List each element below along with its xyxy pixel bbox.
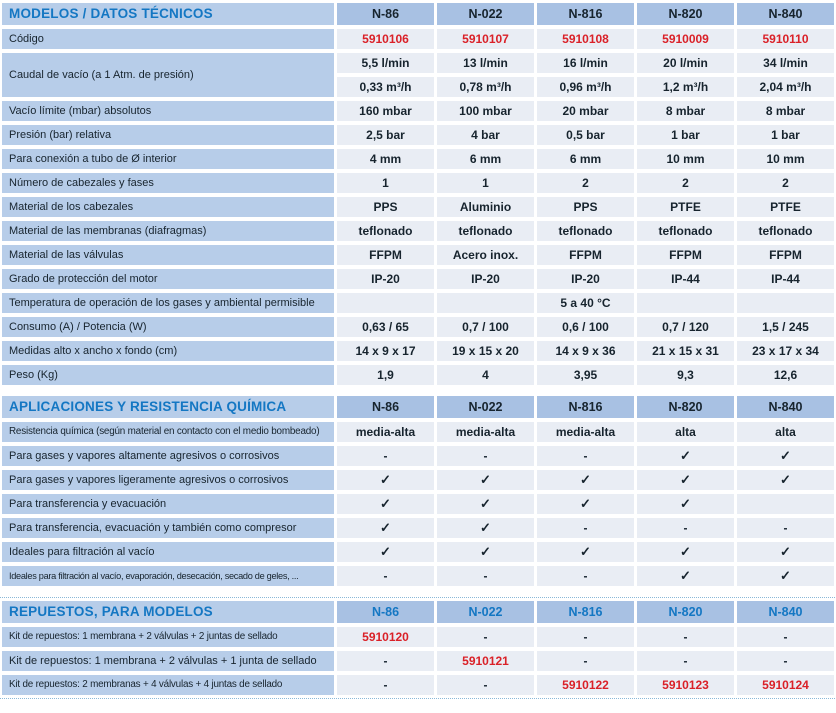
data-cell: FFPM — [637, 245, 734, 265]
row-label: Ideales para filtración al vacío — [2, 542, 334, 562]
row-label: Temperatura de operación de los gases y ambiental permisible — [2, 293, 334, 313]
data-cell: 5910110 — [737, 29, 834, 49]
data-cell: 1 — [437, 173, 534, 193]
data-cell: - — [737, 651, 834, 671]
row-label: Peso (Kg) — [2, 365, 334, 385]
table-row — [2, 29, 834, 49]
data-cell: teflonado — [637, 221, 734, 241]
section-title: MODELOS / DATOS TÉCNICOS — [2, 3, 334, 25]
table-row — [2, 341, 834, 361]
data-cell: 34 l/min — [737, 53, 834, 73]
data-cell: 5910009 — [637, 29, 734, 49]
data-cell: - — [537, 651, 634, 671]
data-cell: 0,96 m³/h — [537, 77, 634, 97]
table-row — [2, 101, 834, 121]
data-cell: teflonado — [537, 221, 634, 241]
data-cell: FFPM — [737, 245, 834, 265]
data-cell: 1 bar — [737, 125, 834, 145]
data-cell: 1,9 — [337, 365, 434, 385]
data-cell: IP-44 — [737, 269, 834, 289]
data-cell: 1,5 / 245 — [737, 317, 834, 337]
data-cell: - — [337, 566, 434, 586]
model-header-n-840: N-840 — [737, 3, 834, 25]
table-row — [2, 566, 834, 586]
row-label: Kit de repuestos: 1 membrana + 2 válvulas + 1 junta de sellado — [2, 651, 334, 671]
row-label: Código — [2, 29, 334, 49]
data-cell: 5910120 — [337, 627, 434, 647]
data-cell: teflonado — [737, 221, 834, 241]
data-cell: - — [337, 675, 434, 695]
data-cell: 1 bar — [637, 125, 734, 145]
model-header-n-820: N-820 — [637, 601, 734, 623]
data-cell: 0,5 bar — [537, 125, 634, 145]
data-cell: FFPM — [337, 245, 434, 265]
data-cell: - — [537, 518, 634, 538]
model-header-n-820: N-820 — [637, 396, 734, 418]
row-label: Para gases y vapores ligeramente agresivos o corrosivos — [2, 470, 334, 490]
data-cell: media-alta — [537, 422, 634, 442]
data-cell: 0,78 m³/h — [437, 77, 534, 97]
data-cell: 2 — [737, 173, 834, 193]
data-cell: teflonado — [437, 221, 534, 241]
table-row — [2, 53, 834, 97]
model-header-n-86: N-86 — [337, 3, 434, 25]
row-label: Para transferencia y evacuación — [2, 494, 334, 514]
model-header-n-022: N-022 — [437, 3, 534, 25]
table-row — [2, 293, 834, 313]
section-header-row — [2, 3, 834, 25]
data-cell: 16 l/min — [537, 53, 634, 73]
data-cell: - — [337, 651, 434, 671]
data-cell: 10 mm — [737, 149, 834, 169]
table-row — [2, 446, 834, 466]
table-row — [2, 149, 834, 169]
table-row — [2, 197, 834, 217]
model-header-n-816: N-816 — [537, 601, 634, 623]
row-label: Para gases y vapores altamente agresivos o corrosivos — [2, 446, 334, 466]
row-label: Material de las membranas (diafragmas) — [2, 221, 334, 241]
section-title: REPUESTOS, PARA MODELOS — [2, 601, 334, 623]
check-icon: ✓ — [337, 470, 434, 490]
data-cell: - — [437, 566, 534, 586]
data-cell: PPS — [537, 197, 634, 217]
data-cell — [637, 293, 734, 313]
data-cell: 12,6 — [737, 365, 834, 385]
check-icon: ✓ — [637, 494, 734, 514]
check-icon: ✓ — [637, 470, 734, 490]
table-row — [2, 173, 834, 193]
data-cell: PTFE — [737, 197, 834, 217]
data-cell: media-alta — [337, 422, 434, 442]
model-header-n-840: N-840 — [737, 601, 834, 623]
data-cell: 20 mbar — [537, 101, 634, 121]
data-cell: - — [437, 446, 534, 466]
data-cell: 5 a 40 °C — [537, 293, 634, 313]
check-icon: ✓ — [437, 518, 534, 538]
data-cell: 100 mbar — [437, 101, 534, 121]
row-label: Presión (bar) relativa — [2, 125, 334, 145]
data-cell: 4 bar — [437, 125, 534, 145]
data-cell: - — [737, 627, 834, 647]
data-cell: 0,63 / 65 — [337, 317, 434, 337]
check-icon: ✓ — [737, 470, 834, 490]
data-cell: 8 mbar — [737, 101, 834, 121]
data-cell: - — [437, 675, 534, 695]
check-icon: ✓ — [637, 566, 734, 586]
table-row — [2, 542, 834, 562]
data-cell: 4 mm — [337, 149, 434, 169]
data-cell: Aluminio — [437, 197, 534, 217]
table-row — [2, 365, 834, 385]
section-header-row — [2, 601, 834, 623]
data-cell — [737, 293, 834, 313]
data-cell: 5910107 — [437, 29, 534, 49]
data-cell: 5910121 — [437, 651, 534, 671]
data-cell: 21 x 15 x 31 — [637, 341, 734, 361]
data-cell — [337, 293, 434, 313]
data-cell: IP-44 — [637, 269, 734, 289]
data-cell: IP-20 — [437, 269, 534, 289]
check-icon: ✓ — [537, 494, 634, 514]
model-header-n-816: N-816 — [537, 3, 634, 25]
data-cell: 2 — [637, 173, 734, 193]
data-cell: Acero inox. — [437, 245, 534, 265]
data-cell: 0,7 / 100 — [437, 317, 534, 337]
data-cell: 8 mbar — [637, 101, 734, 121]
data-cell: 19 x 15 x 20 — [437, 341, 534, 361]
table-row — [2, 651, 834, 671]
check-icon: ✓ — [537, 470, 634, 490]
data-cell: - — [537, 627, 634, 647]
row-label: Para conexión a tubo de Ø interior — [2, 149, 334, 169]
check-icon: ✓ — [437, 542, 534, 562]
table-row — [2, 494, 834, 514]
section-title: APLICACIONES Y RESISTENCIA QUÍMICA — [2, 396, 334, 418]
data-cell: 5910122 — [537, 675, 634, 695]
data-cell: 3,95 — [537, 365, 634, 385]
data-cell: 14 x 9 x 17 — [337, 341, 434, 361]
table-row — [2, 317, 834, 337]
row-label: Ideales para filtración al vacío, evaporación, desecación, secado de geles, ... — [2, 566, 334, 586]
data-cell: alta — [737, 422, 834, 442]
model-header-n-86: N-86 — [337, 601, 434, 623]
model-header-n-022: N-022 — [437, 601, 534, 623]
table-row — [2, 125, 834, 145]
data-cell: 2,04 m³/h — [737, 77, 834, 97]
table-row — [2, 518, 834, 538]
check-icon: ✓ — [737, 542, 834, 562]
data-cell: 160 mbar — [337, 101, 434, 121]
data-cell: 0,7 / 120 — [637, 317, 734, 337]
row-label: Medidas alto x ancho x fondo (cm) — [2, 341, 334, 361]
model-header-n-820: N-820 — [637, 3, 734, 25]
data-cell: 5910123 — [637, 675, 734, 695]
data-cell: - — [637, 518, 734, 538]
check-icon: ✓ — [337, 494, 434, 514]
data-cell: 5,5 l/min — [337, 53, 434, 73]
data-cell: 0,6 / 100 — [537, 317, 634, 337]
data-cell: 1 — [337, 173, 434, 193]
data-cell: 2,5 bar — [337, 125, 434, 145]
data-cell: PPS — [337, 197, 434, 217]
check-icon: ✓ — [637, 542, 734, 562]
row-label: Kit de repuestos: 2 membranas + 4 válvulas + 4 juntas de sellado — [2, 675, 334, 695]
data-cell: 5910124 — [737, 675, 834, 695]
row-label: Resistencia química (según material en contacto con el medio bombeado) — [2, 422, 334, 442]
section-datos-tecnicos — [2, 3, 834, 385]
row-label: Para transferencia, evacuación y también como compresor — [2, 518, 334, 538]
table-row — [2, 470, 834, 490]
data-cell: - — [437, 627, 534, 647]
data-cell: FFPM — [537, 245, 634, 265]
check-icon: ✓ — [637, 446, 734, 466]
data-cell: 1,2 m³/h — [637, 77, 734, 97]
section-aplicaciones — [2, 396, 834, 586]
data-cell: 20 l/min — [637, 53, 734, 73]
data-cell: 4 — [437, 365, 534, 385]
model-header-n-022: N-022 — [437, 396, 534, 418]
data-cell: - — [337, 446, 434, 466]
data-cell: IP-20 — [537, 269, 634, 289]
table-row — [2, 422, 834, 442]
data-cell: media-alta — [437, 422, 534, 442]
data-cell: - — [637, 651, 734, 671]
row-label: Kit de repuestos: 1 membrana + 2 válvulas + 2 juntas de sellado — [2, 627, 334, 647]
row-label: Consumo (A) / Potencia (W) — [2, 317, 334, 337]
model-header-n-816: N-816 — [537, 396, 634, 418]
data-cell — [437, 293, 534, 313]
data-cell: - — [737, 518, 834, 538]
data-cell: 10 mm — [637, 149, 734, 169]
row-label: Material de los cabezales — [2, 197, 334, 217]
table-row — [2, 675, 834, 695]
data-cell — [737, 494, 834, 514]
check-icon: ✓ — [537, 542, 634, 562]
table-row — [2, 269, 834, 289]
data-cell: - — [637, 627, 734, 647]
section-repuestos — [0, 597, 836, 699]
table-row — [2, 245, 834, 265]
row-label: Vacío límite (mbar) absolutos — [2, 101, 334, 121]
data-cell: - — [537, 566, 634, 586]
data-cell: 5910108 — [537, 29, 634, 49]
data-cell: 13 l/min — [437, 53, 534, 73]
data-cell: IP-20 — [337, 269, 434, 289]
data-cell: 5910106 — [337, 29, 434, 49]
data-cell: 23 x 17 x 34 — [737, 341, 834, 361]
data-cell: 14 x 9 x 36 — [537, 341, 634, 361]
check-icon: ✓ — [337, 542, 434, 562]
check-icon: ✓ — [737, 446, 834, 466]
table-row — [2, 627, 834, 647]
row-label: Material de las válvulas — [2, 245, 334, 265]
section-header-row — [2, 396, 834, 418]
check-icon: ✓ — [737, 566, 834, 586]
row-label: Grado de protección del motor — [2, 269, 334, 289]
data-cell: 6 mm — [537, 149, 634, 169]
check-icon: ✓ — [337, 518, 434, 538]
data-cell: PTFE — [637, 197, 734, 217]
data-cell: alta — [637, 422, 734, 442]
check-icon: ✓ — [437, 494, 534, 514]
data-cell: 9,3 — [637, 365, 734, 385]
data-cell: 6 mm — [437, 149, 534, 169]
check-icon: ✓ — [437, 470, 534, 490]
data-cell: teflonado — [337, 221, 434, 241]
row-label: Caudal de vacío (a 1 Atm. de presión) — [2, 53, 334, 97]
model-header-n-840: N-840 — [737, 396, 834, 418]
data-cell: 2 — [537, 173, 634, 193]
table-row — [2, 221, 834, 241]
data-cell: 0,33 m³/h — [337, 77, 434, 97]
data-cell: - — [537, 446, 634, 466]
model-header-n-86: N-86 — [337, 396, 434, 418]
row-label: Número de cabezales y fases — [2, 173, 334, 193]
